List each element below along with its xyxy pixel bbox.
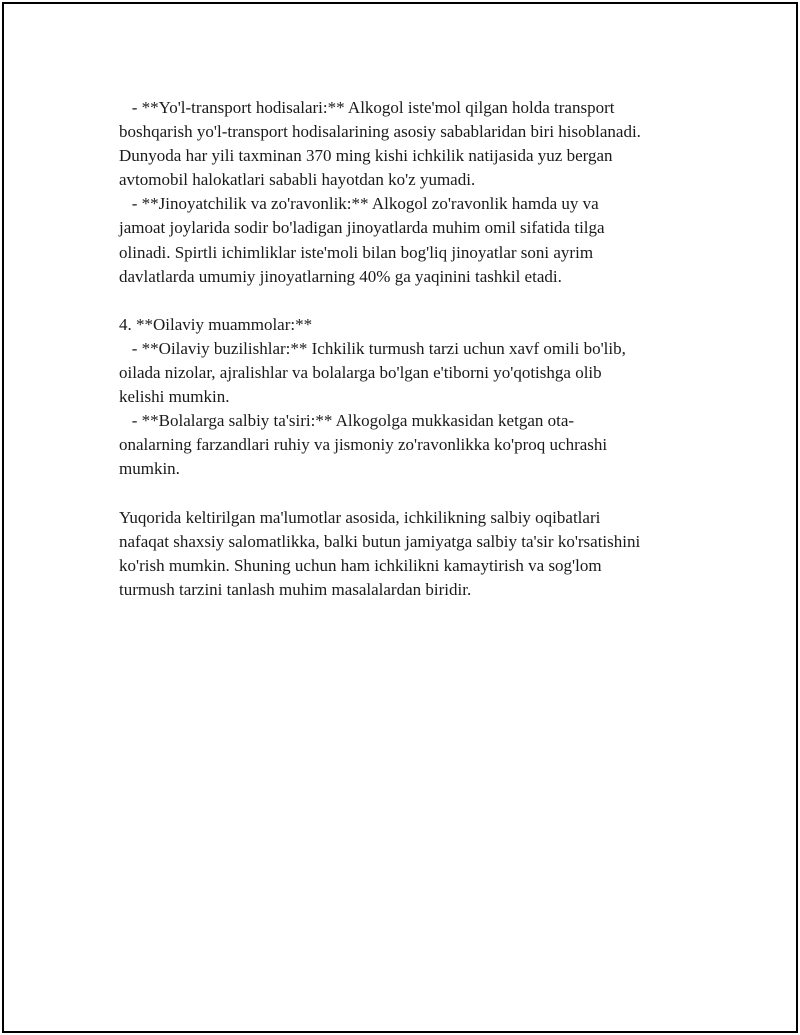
text-line: ko'rish mumkin. Shuning uchun ham ichkilikni kamaytirish va sog'lom: [119, 555, 602, 575]
text-line: davlatlarda umumiy jinoyatlarning 40% ga yaqinini tashkil etadi.: [119, 266, 562, 286]
document-page: [2, 2, 798, 1033]
text-line: jamoat joylarida sodir bo'ladigan jinoyatlarda muhim omil sifatida tilga: [119, 218, 605, 238]
text-line: mumkin.: [119, 459, 180, 479]
blank-line: [119, 482, 709, 506]
text-line: boshqarish yo'l-transport hodisalarining asosiy sabablaridan biri hisoblanadi.: [119, 122, 641, 142]
text-line: - **Jinoyatchilik va zo'ravonlik:** Alkogol zo'ravonlik hamda uy va: [119, 194, 599, 214]
section-heading: 4. **Oilaviy muammolar:**: [119, 314, 313, 334]
text-line: onalarning farzandlari ruhiy va jismoniy zo'ravonlikka ko'proq uchrashi: [119, 435, 608, 455]
text-line: oilada nizolar, ajralishlar va bolalarga bo'lgan e'tiborni yo'qotishga olib: [119, 363, 602, 383]
text-line: kelishi mumkin.: [119, 387, 230, 407]
text-line: turmush tarzini tanlash muhim masalalardan biridir.: [119, 579, 472, 599]
text-line: nafaqat shaxsiy salomatlikka, balki butun jamiyatga salbiy ta'sir ko'rsatishini: [119, 531, 641, 551]
text-line: - **Oilaviy buzilishlar:** Ichkilik turmush tarzi uchun xavf omili bo'lib,: [119, 338, 626, 358]
text-line: olinadi. Spirtli ichimliklar iste'moli bilan bog'liq jinoyatlar soni ayrim: [119, 242, 594, 262]
text-line: Dunyoda har yili taxminan 370 ming kishi ichkilik natijasida yuz bergan: [119, 146, 613, 166]
text-line: - **Yo'l-transport hodisalari:** Alkogol iste'mol qilgan holda transport: [119, 98, 615, 117]
blank-line: [119, 289, 709, 313]
document-body: [119, 96, 709, 602]
text-line: Yuqorida keltirilgan ma'lumotlar asosida, ichkilikning salbiy oqibatlari: [119, 507, 601, 527]
text-line: avtomobil halokatlari sababli hayotdan ko'z yumadi.: [119, 170, 476, 190]
text-line: - **Bolalarga salbiy ta'siri:** Alkogolga mukkasidan ketgan ota-: [119, 411, 575, 431]
